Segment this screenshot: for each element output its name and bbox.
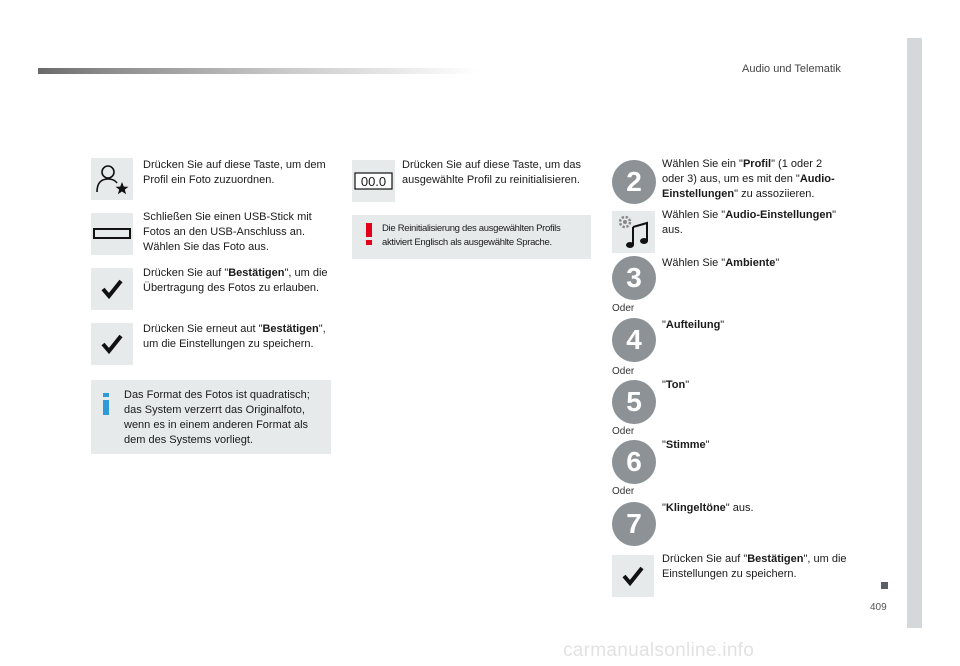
warning-note-text: Die Reinitialisierung des ausgewählten Profils aktiviert Englisch als ausgewählte Sprache. <box>382 223 561 248</box>
profile-photo-icon <box>91 158 133 200</box>
step-select-klingeltoene: "Klingeltöne" aus. <box>662 502 754 514</box>
header-bar <box>38 68 478 74</box>
profile-number-5: 5 <box>612 380 656 424</box>
info-note-box <box>91 380 331 454</box>
step-select-audio-settings: Wählen Sie "Audio-Einstellungen" aus. <box>662 209 837 236</box>
profile-number-7: 7 <box>612 502 656 546</box>
warning-note-box <box>352 215 591 259</box>
confirm-transfer-button[interactable] <box>91 268 133 310</box>
profile-number-4: 4 <box>612 318 656 362</box>
check-icon <box>612 555 654 597</box>
page-number: 409 <box>870 602 887 613</box>
reset-button-label: 00.0 <box>360 174 387 189</box>
page-marker <box>881 582 888 589</box>
info-note-text: Das Format des Fotos ist quadratisch; das System verzerrt das Originalfoto, wenn es in einem anderen Format als dem des Systems vorliegt. <box>124 389 310 446</box>
step-confirm-transfer: Drücken Sie auf "Bestätigen", um die Übertragung des Fotos zu erlauben. <box>143 267 328 294</box>
step-confirm-save: Drücken Sie erneut aut "Bestätigen", um die Einstellungen zu speichern. <box>143 323 326 350</box>
audio-settings-button[interactable] <box>612 211 655 253</box>
check-icon <box>91 323 133 365</box>
profile-number-3: 3 <box>612 256 656 300</box>
profile-number-2: 2 <box>612 160 656 204</box>
or-label: Oder <box>612 426 635 437</box>
usb-photo-tile <box>91 213 133 255</box>
section-title: Audio und Telematik <box>742 63 841 75</box>
usb-stick-icon <box>91 213 133 255</box>
music-settings-icon <box>612 211 655 253</box>
check-icon <box>91 268 133 310</box>
or-label: Oder <box>612 486 635 497</box>
reset-profile-button[interactable] <box>352 160 395 202</box>
info-icon <box>101 393 111 415</box>
or-label: Oder <box>612 303 635 314</box>
step-connect-usb: Schließen Sie einen USB-Stick mit Fotos an den USB-Anschluss an. Wählen Sie das Foto aus. <box>143 211 312 253</box>
profile-photo-button[interactable] <box>91 158 133 200</box>
step-reset-profile: Drücken Sie auf diese Taste, um das ausgewählte Profil zu reinitialisieren. <box>402 159 581 186</box>
step-select-ton: "Ton" <box>662 379 690 391</box>
step-select-aufteilung: "Aufteilung" <box>662 319 725 331</box>
profile-number-6: 6 <box>612 440 656 484</box>
page-sidebar <box>907 38 922 628</box>
step-confirm-audio: Drücken Sie auf "Bestätigen", um die Einstellungen zu speichern. <box>662 553 847 580</box>
confirm-save-button[interactable] <box>91 323 133 365</box>
warning-icon <box>366 223 372 245</box>
step-select-ambiente: Wählen Sie "Ambiente" <box>662 257 780 269</box>
step-select-stimme: "Stimme" <box>662 439 710 451</box>
watermark: carmanualsonline.info <box>563 640 755 661</box>
or-label: Oder <box>612 366 635 377</box>
step-select-profile: Wählen Sie ein "Profil" (1 oder 2 oder 3) aus, um es mit den "Audio-Einstellungen" zu assoziieren. <box>662 158 835 200</box>
step-assign-photo: Drücken Sie auf diese Taste, um dem Profil ein Foto zuzuordnen. <box>143 159 326 186</box>
confirm-audio-button[interactable] <box>612 555 654 597</box>
